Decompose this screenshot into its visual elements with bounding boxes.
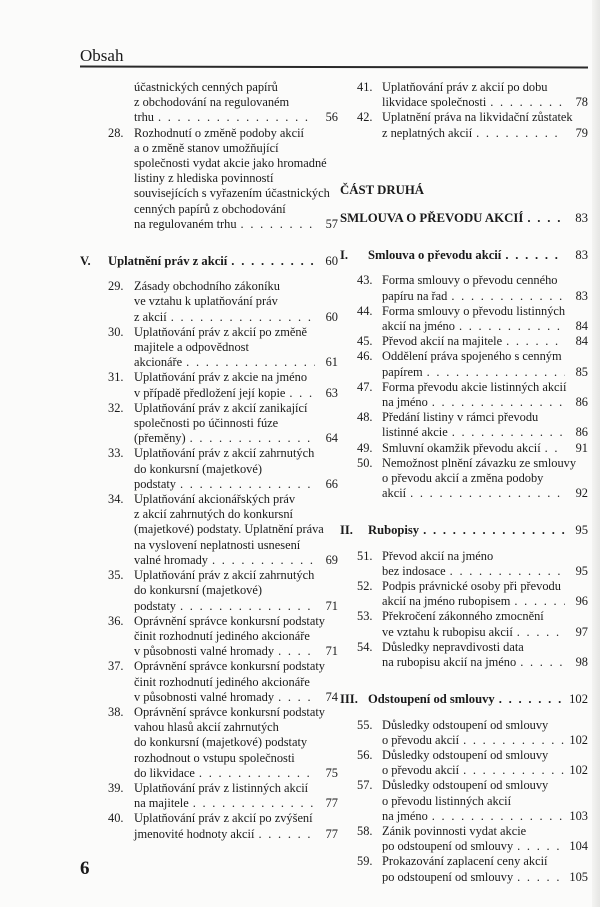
toc-entry[interactable]: [357, 410, 588, 440]
toc-entry-line: po odstoupení od smlouvy: [382, 869, 514, 884]
toc-entry[interactable]: [357, 110, 588, 140]
toc-entry-line: Uplatňování práv z akcií zahrnutých: [134, 568, 315, 583]
toc-entry-line: z obchodování na regulovaném: [134, 95, 290, 110]
toc-section-heading[interactable]: [80, 254, 338, 269]
entry-number: 45.: [357, 334, 373, 349]
entry-number: 37.: [108, 659, 124, 674]
toc-entry[interactable]: [357, 854, 588, 884]
toc-entry-continuation: [134, 80, 338, 126]
running-header: Obsah: [80, 46, 124, 65]
part-label: ČÁST DRUHÁ: [340, 182, 425, 197]
entry-number: 33.: [108, 446, 124, 461]
toc-page-number[interactable]: 60: [325, 254, 338, 269]
entry-number: 34.: [108, 492, 124, 507]
entry-number: 55.: [357, 717, 373, 732]
toc-page-number[interactable]: 102: [569, 692, 588, 707]
section-title: Uplatnění práv z akcií: [108, 254, 228, 269]
toc-entry-line: do konkursní (majetkové): [134, 461, 263, 476]
toc-entry[interactable]: [108, 568, 338, 614]
section-numeral: V.: [80, 254, 91, 269]
toc-page-number[interactable]: 83: [575, 288, 588, 303]
toc-entry-line: Překročení zákonného zmocnění: [382, 609, 544, 624]
toc-entry-line: (přeměny): [134, 431, 186, 446]
toc-page-number[interactable]: 77: [325, 796, 338, 811]
toc-entry-line: (majetkové) podstaty. Uplatnění práva: [134, 522, 324, 537]
toc-entry-line: Smluvní okamžik převodu akcií: [382, 440, 541, 455]
entry-number: 57.: [357, 778, 373, 793]
toc-page-number[interactable]: 74: [325, 689, 338, 704]
toc-entry-line: akcionáře: [134, 355, 183, 370]
toc-entry-line: Nemožnost plnění závazku ze smlouvy: [382, 455, 577, 470]
section-title: Rubopisy: [368, 523, 420, 538]
toc-page-number[interactable]: 79: [575, 125, 588, 140]
toc-entry[interactable]: [357, 778, 588, 824]
toc-entry[interactable]: [357, 349, 588, 379]
leader-dots: [452, 425, 565, 440]
leader-dots: [517, 870, 565, 885]
toc-entry-line: Důsledky odstoupení od smlouvy: [382, 717, 549, 732]
toc-entry-line: Forma převodu akcie listinných akcií: [382, 379, 567, 394]
toc-entry[interactable]: [357, 748, 588, 778]
toc-entry-line: v působnosti valné hromady: [134, 644, 275, 659]
entry-number: 40.: [108, 811, 124, 826]
entry-number: 44.: [357, 303, 373, 318]
toc-entry-line: na jméno: [382, 808, 428, 823]
toc-page-number[interactable]: 61: [325, 355, 338, 370]
toc-entry-line: o převodu akcií: [382, 732, 460, 747]
leader-dots: [450, 564, 565, 579]
toc-entry-line: do konkursní (majetkové) podstaty: [134, 735, 308, 750]
toc-entry-line: Uplatňování práv z akcií po zvýšení: [134, 811, 313, 826]
leader-dots: [432, 395, 565, 410]
toc-page-number[interactable]: 91: [575, 440, 588, 455]
entry-number: 30.: [108, 324, 124, 339]
toc-entry[interactable]: [357, 380, 588, 410]
toc-entry-line: Uplatňování práv z akcií zanikající: [134, 400, 308, 415]
toc-entry-line: podstaty: [134, 598, 176, 613]
leader-dots: [527, 211, 565, 226]
leader-dots: [499, 692, 565, 707]
toc-entry-line: Převod akcií na majitele: [382, 334, 503, 349]
leader-dots: [199, 766, 315, 781]
toc-page-number[interactable]: 105: [569, 869, 588, 884]
toc-entry-line: Oprávnění správce konkursní podstaty: [134, 704, 325, 719]
entry-number: 42.: [357, 110, 373, 125]
toc-page-number[interactable]: 56: [325, 110, 338, 125]
toc-entry[interactable]: [108, 614, 338, 660]
toc-entry-line: o převodu akcií a změna podoby: [382, 471, 544, 486]
section-numeral: I.: [340, 248, 349, 263]
entry-number: 39.: [108, 780, 124, 795]
toc-entry-line: Uplatňování práv z listinných akcií: [134, 780, 309, 795]
toc-entry-line: Převod akcií na jméno: [382, 548, 494, 563]
toc-page-number[interactable]: 102: [569, 732, 588, 747]
toc-entry-line: po odstoupení od smlouvy: [382, 839, 514, 854]
toc-section-heading[interactable]: [340, 692, 588, 707]
toc-page-number[interactable]: 77: [325, 826, 338, 841]
toc-entry-line: Zásady obchodního zákoníku: [134, 279, 280, 294]
leader-dots: [490, 95, 565, 110]
entry-number: 29.: [108, 279, 124, 294]
toc-entry-line: z neplatných akcií: [382, 125, 473, 140]
toc-entry[interactable]: [357, 334, 588, 349]
toc-entry-line: Oddělení práva spojeného s cenným: [382, 349, 562, 364]
toc-entry-line: Důsledky odstoupení od smlouvy: [382, 778, 549, 793]
toc-page-number[interactable]: 64: [325, 431, 338, 446]
toc-entry[interactable]: [357, 273, 588, 303]
toc-entry[interactable]: [108, 325, 338, 371]
leader-dots: [514, 594, 565, 609]
leader-dots: [476, 126, 565, 141]
toc-page-number[interactable]: 75: [325, 765, 338, 780]
toc-page-number[interactable]: 83: [575, 211, 588, 226]
toc-entry[interactable]: [108, 811, 338, 841]
toc-entry-line: Oprávnění správce konkursní podstaty: [134, 659, 325, 674]
toc-entry-line: souvisejících s vyřazením účastnických: [134, 186, 330, 201]
toc-page-number[interactable]: 102: [569, 763, 588, 778]
toc-entry[interactable]: [108, 279, 338, 325]
page-number: 6: [80, 858, 90, 879]
leader-dots: [180, 477, 315, 492]
toc-column-left: [80, 80, 338, 842]
toc-entry-line: cenných papírů z obchodování: [134, 201, 286, 216]
toc-entry[interactable]: [108, 659, 338, 705]
toc-entry-line: likvidace společnosti: [382, 95, 487, 110]
toc-entry-line: listiny z hlediska povinností: [134, 171, 274, 186]
toc-entry[interactable]: [357, 456, 588, 502]
toc-entry[interactable]: [357, 304, 588, 334]
toc-page-number[interactable]: 95: [575, 523, 588, 538]
entry-number: 35.: [108, 568, 124, 583]
leader-dots: [505, 248, 565, 263]
leader-dots: [289, 386, 315, 401]
toc-entry-line: účastnických cenných papírů: [134, 80, 278, 94]
toc-entry-line: činit rozhodnutí jediného akcionáře: [134, 674, 310, 689]
toc-entry-line: Uplatňování akcionářských práv: [134, 492, 296, 507]
leader-dots: [459, 319, 565, 334]
toc-entry-line: Uplatňování práv z akcií po dobu: [382, 80, 548, 94]
header-rule: [80, 66, 588, 69]
toc-entry-line: Uplatňování práv z akcií zahrnutých: [134, 446, 315, 461]
toc-entry-line: na vyslovení neplatnosti usnesení: [134, 537, 301, 552]
toc-entry-line: akcií na jméno rubopisem: [382, 594, 511, 609]
toc-entry-line: Uplatňování práv z akcie na jméno: [134, 370, 308, 385]
entry-number: 53.: [357, 609, 373, 624]
toc-entry-line: Forma smlouvy o převodu listinných: [382, 303, 566, 318]
toc-entry[interactable]: [108, 781, 338, 811]
toc-page-number[interactable]: 71: [325, 644, 338, 659]
leader-dots: [180, 599, 315, 614]
toc-entry-line: na majitele: [134, 796, 189, 811]
toc-entry-line: ve vztahu k uplatňování práv: [134, 294, 278, 309]
toc-entry[interactable]: [108, 705, 338, 781]
leader-dots: [158, 110, 315, 125]
entry-number: 32.: [108, 400, 124, 415]
toc-page-number[interactable]: 104: [569, 839, 588, 854]
toc-page-number[interactable]: 84: [575, 334, 588, 349]
toc-entry-line: Oprávnění správce konkursní podstaty: [134, 613, 325, 628]
leader-dots: [278, 644, 315, 659]
leader-dots: [463, 763, 565, 778]
entry-number: 54.: [357, 639, 373, 654]
toc-entry-line: rozhodnout o vstupu společnosti: [134, 750, 295, 765]
toc-entry-line: Uplatnění práva na likvidační zůstatek: [382, 110, 573, 125]
entry-number: 56.: [357, 747, 373, 762]
toc-entry-line: trhu: [134, 110, 154, 125]
toc-entry[interactable]: [108, 492, 338, 568]
part-title-row[interactable]: [340, 211, 588, 226]
leader-dots: [190, 431, 315, 446]
toc-entry-line: z akcií: [134, 309, 167, 324]
leader-dots: [463, 733, 565, 748]
toc-page-number[interactable]: 86: [575, 395, 588, 410]
toc-entry-line: jmenovité hodnoty akcií: [134, 826, 255, 841]
toc-page-number[interactable]: 92: [575, 486, 588, 501]
leader-dots: [506, 334, 565, 349]
section-title: Smlouva o převodu akcií: [368, 248, 502, 263]
entry-number: 46.: [357, 349, 373, 364]
toc-page-number[interactable]: 66: [325, 476, 338, 491]
toc-entry[interactable]: [357, 441, 588, 456]
leader-dots: [410, 486, 565, 501]
leader-dots: [193, 796, 315, 811]
entry-number: 47.: [357, 379, 373, 394]
entry-number: 59.: [357, 854, 373, 869]
toc-page-number[interactable]: 69: [325, 552, 338, 567]
entry-number: 31.: [108, 370, 124, 385]
toc-entry-line: valné hromady: [134, 552, 208, 567]
toc-entry-line: vahou hlasů akcií zahrnutých: [134, 720, 279, 735]
leader-dots: [171, 310, 315, 325]
toc-entry-line: Rozhodnutí o změně podoby akcií: [134, 125, 304, 140]
toc-page-number[interactable]: 85: [575, 364, 588, 379]
toc-page-number[interactable]: 57: [325, 216, 338, 231]
toc-column-right: [340, 80, 588, 885]
toc-section-heading[interactable]: [340, 523, 588, 538]
toc-entry-line: do konkursní (majetkové): [134, 583, 263, 598]
toc-entry[interactable]: [357, 549, 588, 579]
toc-page-number[interactable]: 95: [575, 563, 588, 578]
entry-number: 28.: [108, 125, 124, 140]
toc-page-number[interactable]: 86: [575, 425, 588, 440]
section-title: Odstoupení od smlouvy: [368, 692, 495, 707]
toc-page-number[interactable]: 96: [575, 594, 588, 609]
toc-entry-line: majitele a odpovědnost: [134, 340, 249, 355]
toc-entry-line: akcií: [382, 486, 407, 501]
toc-entry-line: z akcií zahrnutých do konkursní: [134, 507, 293, 522]
leader-dots: [278, 690, 315, 705]
toc-entry-line: v působnosti valné hromady: [134, 689, 275, 704]
leader-dots: [186, 355, 315, 370]
entry-number: 51.: [357, 548, 373, 563]
toc-entry[interactable]: [357, 718, 588, 748]
leader-dots: [520, 655, 565, 670]
leader-dots: [241, 217, 315, 232]
toc-entry-line: o převodu akcií: [382, 763, 460, 778]
toc-page-number[interactable]: 103: [569, 808, 588, 823]
entry-number: 38.: [108, 704, 124, 719]
section-numeral: II.: [340, 523, 353, 538]
toc-entry-line: Forma smlouvy o převodu cenného: [382, 273, 558, 288]
toc-entry[interactable]: [357, 579, 588, 609]
toc-entry-line: listinné akcie: [382, 425, 448, 440]
entry-number: 41.: [357, 80, 373, 94]
toc-entry-line: papíru na řad: [382, 288, 448, 303]
section-numeral: III.: [340, 692, 358, 707]
toc-page-number[interactable]: 83: [575, 248, 588, 263]
toc-entry-line: Prokazování zaplacení ceny akcií: [382, 854, 548, 869]
entry-number: 48.: [357, 410, 373, 425]
leader-dots: [517, 839, 565, 854]
toc-entry[interactable]: [357, 609, 588, 639]
entry-number: 58.: [357, 823, 373, 838]
toc-entry-line: akcií na jméno: [382, 319, 455, 334]
toc-entry-line: do likvidace: [134, 765, 195, 780]
toc-page-number[interactable]: 98: [575, 655, 588, 670]
toc-entry-line: společnosti po účinnosti fúze: [134, 416, 279, 431]
toc-entry-line: Podpis právnické osoby při převodu: [382, 579, 561, 594]
leader-dots: [258, 827, 315, 842]
toc-entry-line: Zánik povinnosti vydat akcie: [382, 823, 527, 838]
toc-page-number[interactable]: 78: [575, 95, 588, 110]
entry-number: 52.: [357, 579, 373, 594]
toc-entry[interactable]: [108, 370, 338, 400]
entry-number: 50.: [357, 455, 373, 470]
leader-dots: [517, 625, 565, 640]
toc-entry[interactable]: [108, 401, 338, 447]
leader-dots: [545, 441, 565, 456]
toc-section-heading[interactable]: [340, 248, 588, 263]
toc-entry-line: podstaty: [134, 476, 176, 491]
toc-entry-line: Uplatňování práv z akcií po změně: [134, 324, 308, 339]
toc-entry-line: Důsledky odstoupení od smlouvy: [382, 747, 549, 762]
toc-entry-line: o převodu listinných akcií: [382, 793, 512, 808]
toc-entry-line: Předání listiny v rámci převodu: [382, 410, 539, 425]
toc-page-number[interactable]: 97: [575, 624, 588, 639]
toc-entry[interactable]: [357, 80, 588, 110]
toc-entry-line: Důsledky nepravdivosti data: [382, 639, 524, 654]
toc-entry[interactable]: [108, 446, 338, 492]
toc-entry-line: ve vztahu k rubopisu akcií: [382, 624, 513, 639]
toc-entry-line: na regulovaném trhu: [134, 216, 237, 231]
entry-number: 49.: [357, 440, 373, 455]
toc-page-number[interactable]: 84: [575, 319, 588, 334]
toc-page-number[interactable]: 71: [325, 598, 338, 613]
toc-entry-line: na jméno: [382, 395, 428, 410]
toc-entry-line: bez indosace: [382, 563, 446, 578]
leader-dots: [432, 809, 565, 824]
toc-entry-line: na rubopisu akcií na jméno: [382, 655, 517, 670]
toc-entry-line: papírem: [382, 364, 423, 379]
toc-entry[interactable]: [108, 126, 338, 232]
leader-dots: [427, 365, 565, 380]
toc-entry[interactable]: [357, 824, 588, 854]
leader-dots: [212, 553, 315, 568]
toc-entry[interactable]: [357, 640, 588, 670]
part-title: SMLOUVA O PŘEVODU AKCIÍ: [340, 211, 524, 226]
toc-page-number[interactable]: 63: [325, 385, 338, 400]
entry-number: 36.: [108, 613, 124, 628]
toc-entry-line: a o změně stanov umožňující: [134, 140, 279, 155]
toc-page-number[interactable]: 60: [325, 309, 338, 324]
entry-number: 43.: [357, 273, 373, 288]
leader-dots: [231, 254, 315, 269]
leader-dots: [423, 523, 565, 538]
page-edge-shadow: [592, 0, 600, 907]
toc-entry-line: společnosti vydat akcie jako hromadné: [134, 156, 327, 171]
leader-dots: [451, 289, 565, 304]
toc-entry-line: v případě předložení její kopie: [134, 385, 286, 400]
toc-entry-line: činit rozhodnutí jediného akcionáře: [134, 628, 310, 643]
